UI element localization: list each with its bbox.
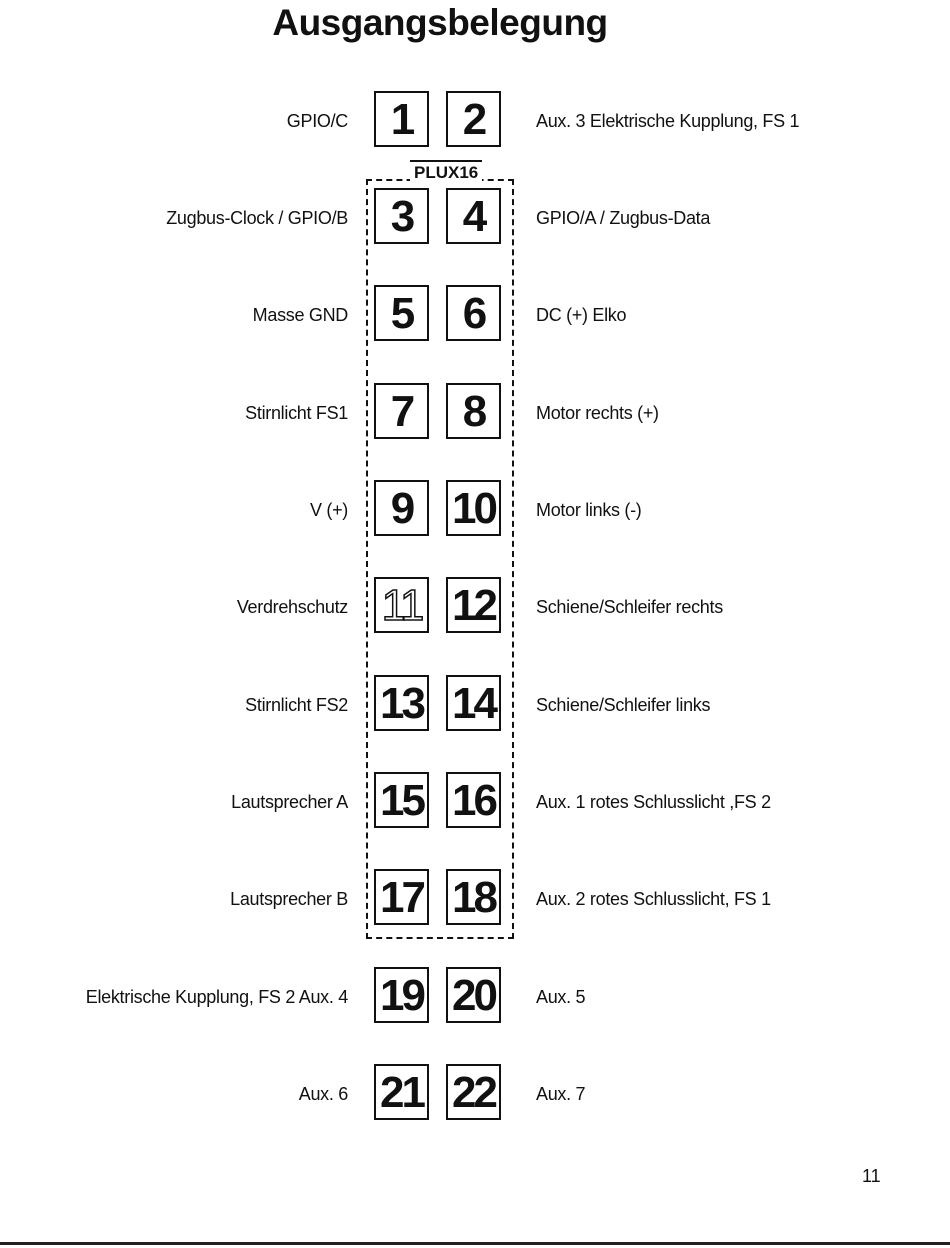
pin-right-label: Aux. 3 Elektrische Kupplung, FS 1	[536, 111, 800, 131]
pin-number-box: 9	[374, 480, 429, 536]
pin-number-box: 2	[446, 91, 501, 147]
pin-number-box: 1	[374, 91, 429, 147]
pin-right-label: Motor rechts (+)	[536, 403, 659, 423]
pin-number-box: 10	[446, 480, 501, 536]
pin-left-label: Elektrische Kupplung, FS 2 Aux. 4	[85, 987, 348, 1007]
pin-row	[0, 772, 950, 832]
pin-row	[0, 577, 950, 637]
pin-row	[0, 1064, 950, 1124]
pin-right-label: GPIO/A / Zugbus-Data	[536, 208, 711, 228]
pin-right-label: Aux. 7	[536, 1084, 586, 1104]
pin-row	[0, 675, 950, 735]
pin-left-label: Aux. 6	[298, 1084, 348, 1104]
pin-left-label: V (+)	[309, 500, 348, 520]
pin-right-label: Aux. 2 rotes Schlusslicht, FS 1	[536, 889, 771, 909]
pin-row	[0, 91, 950, 151]
connector-label: PLUX16	[410, 160, 482, 184]
pin-right-label: Schiene/Schleifer links	[536, 695, 711, 715]
pin-number-box: 7	[374, 383, 429, 439]
pin-number-box-outlined: 11	[374, 577, 429, 633]
pin-number-box: 13	[374, 675, 429, 731]
pin-number-box: 16	[446, 772, 501, 828]
pin-left-label: Lautsprecher B	[230, 889, 348, 909]
pin-number-box: 18	[446, 869, 501, 925]
pin-left-label: Masse GND	[252, 305, 348, 325]
pin-number-box: 19	[374, 967, 429, 1023]
pin-number-box: 22	[446, 1064, 501, 1120]
pin-left-label: Zugbus-Clock / GPIO/B	[166, 208, 348, 228]
pin-number-box: 4	[446, 188, 501, 244]
pin-row	[0, 188, 950, 248]
pin-row	[0, 869, 950, 929]
pin-row	[0, 383, 950, 443]
pin-right-label: DC (+) Elko	[536, 305, 627, 325]
pin-right-label: Motor links (-)	[536, 500, 642, 520]
pin-number-box: 20	[446, 967, 501, 1023]
page-title: Ausgangsbelegung	[272, 2, 608, 43]
pin-number-box: 3	[374, 188, 429, 244]
pin-number-box: 17	[374, 869, 429, 925]
pin-left-label: Stirnlicht FS2	[245, 695, 348, 715]
pin-number-box: 6	[446, 285, 501, 341]
pin-left-label: Lautsprecher A	[231, 792, 348, 812]
pin-number-box: 14	[446, 675, 501, 731]
pin-number-box: 12	[446, 577, 501, 633]
page-number: 11	[862, 1166, 881, 1186]
pin-number-box: 21	[374, 1064, 429, 1120]
pin-left-label: Stirnlicht FS1	[245, 403, 348, 423]
pin-row	[0, 967, 950, 1027]
pin-row	[0, 480, 950, 540]
pin-number-box: 5	[374, 285, 429, 341]
pin-left-label: GPIO/C	[286, 111, 348, 131]
pin-number-box: 8	[446, 383, 501, 439]
pin-right-label: Schiene/Schleifer rechts	[536, 597, 723, 617]
pin-row	[0, 285, 950, 345]
pin-right-label: Aux. 1 rotes Schlusslicht ,FS 2	[536, 792, 771, 812]
pin-right-label: Aux. 5	[536, 987, 586, 1007]
pin-number-box: 15	[374, 772, 429, 828]
scan-edge-divider	[0, 1242, 950, 1245]
pin-left-label: Verdrehschutz	[236, 597, 348, 617]
